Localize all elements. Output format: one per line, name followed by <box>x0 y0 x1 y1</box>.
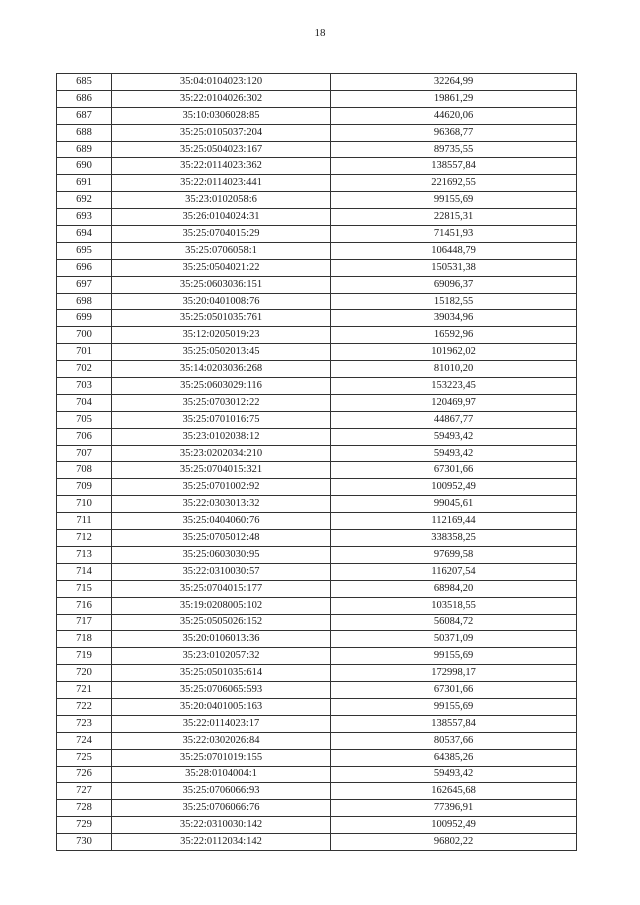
cadastral-value-cell: 64385,26 <box>331 749 577 766</box>
table-row <box>57 276 577 293</box>
row-number-cell: 706 <box>57 428 112 445</box>
cadastral-value-cell: 19861,29 <box>331 90 577 107</box>
cadastral-number-cell: 35:25:0505026:152 <box>112 614 331 631</box>
table-row <box>57 682 577 699</box>
row-number-cell: 711 <box>57 513 112 530</box>
table-row <box>57 597 577 614</box>
table-row <box>57 209 577 226</box>
row-number-cell: 686 <box>57 90 112 107</box>
table-row <box>57 293 577 310</box>
cadastral-number-cell: 35:25:0701019:155 <box>112 749 331 766</box>
cadastral-value-cell: 15182,55 <box>331 293 577 310</box>
cadastral-number-cell: 35:25:0701002:92 <box>112 479 331 496</box>
table-row <box>57 496 577 513</box>
row-number-cell: 724 <box>57 732 112 749</box>
cadastral-number-cell: 35:22:0303013:32 <box>112 496 331 513</box>
cadastral-number-cell: 35:22:0310030:142 <box>112 817 331 834</box>
row-number-cell: 729 <box>57 817 112 834</box>
cadastral-number-cell: 35:25:0404060:76 <box>112 513 331 530</box>
cadastral-number-cell: 35:25:0603036:151 <box>112 276 331 293</box>
table-row <box>57 394 577 411</box>
cadastral-number-cell: 35:25:0701016:75 <box>112 411 331 428</box>
cadastral-value-cell: 338358,25 <box>331 530 577 547</box>
cadastral-value-cell: 97699,58 <box>331 546 577 563</box>
cadastral-number-cell: 35:22:0114023:17 <box>112 715 331 732</box>
cadastral-number-cell: 35:25:0704015:29 <box>112 226 331 243</box>
table-row <box>57 428 577 445</box>
row-number-cell: 705 <box>57 411 112 428</box>
row-number-cell: 703 <box>57 378 112 395</box>
row-number-cell: 725 <box>57 749 112 766</box>
cadastral-number-cell: 35:25:0501035:761 <box>112 310 331 327</box>
row-number-cell: 685 <box>57 74 112 91</box>
cadastral-value-cell: 56084,72 <box>331 614 577 631</box>
table-row <box>57 124 577 141</box>
cadastral-number-cell: 35:12:0205019:23 <box>112 327 331 344</box>
cadastral-value-cell: 138557,84 <box>331 715 577 732</box>
cadastral-value-cell: 32264,99 <box>331 74 577 91</box>
table-row <box>57 74 577 91</box>
cadastral-number-cell: 35:20:0106013:36 <box>112 631 331 648</box>
cadastral-value-cell: 59493,42 <box>331 445 577 462</box>
cadastral-value-cell: 89735,55 <box>331 141 577 158</box>
cadastral-value-cell: 67301,66 <box>331 462 577 479</box>
row-number-cell: 709 <box>57 479 112 496</box>
table-row <box>57 614 577 631</box>
cadastral-value-cell: 103518,55 <box>331 597 577 614</box>
table-row <box>57 546 577 563</box>
row-number-cell: 730 <box>57 834 112 851</box>
table-row <box>57 513 577 530</box>
table-row <box>57 141 577 158</box>
cadastral-number-cell: 35:19:0208005:102 <box>112 597 331 614</box>
cadastral-number-cell: 35:25:0603029:116 <box>112 378 331 395</box>
row-number-cell: 696 <box>57 259 112 276</box>
row-number-cell: 708 <box>57 462 112 479</box>
table-row <box>57 732 577 749</box>
cadastral-number-cell: 35:22:0104026:302 <box>112 90 331 107</box>
cadastral-number-cell: 35:23:0102038:12 <box>112 428 331 445</box>
row-number-cell: 704 <box>57 394 112 411</box>
table-row <box>57 834 577 851</box>
cadastral-number-cell: 35:20:0401005:163 <box>112 698 331 715</box>
row-number-cell: 691 <box>57 175 112 192</box>
cadastral-value-cell: 80537,66 <box>331 732 577 749</box>
table-row <box>57 563 577 580</box>
cadastral-value-cell: 138557,84 <box>331 158 577 175</box>
table-body <box>57 74 577 851</box>
table-row <box>57 800 577 817</box>
cadastral-number-cell: 35:25:0603030:95 <box>112 546 331 563</box>
row-number-cell: 723 <box>57 715 112 732</box>
cadastral-number-cell: 35:20:0401008:76 <box>112 293 331 310</box>
cadastral-value-cell: 99045,61 <box>331 496 577 513</box>
cadastral-value-cell: 59493,42 <box>331 428 577 445</box>
table-row <box>57 580 577 597</box>
table-row <box>57 715 577 732</box>
row-number-cell: 718 <box>57 631 112 648</box>
cadastral-value-cell: 22815,31 <box>331 209 577 226</box>
cadastral-value-cell: 44867,77 <box>331 411 577 428</box>
row-number-cell: 699 <box>57 310 112 327</box>
row-number-cell: 702 <box>57 361 112 378</box>
cadastral-number-cell: 35:25:0703012:22 <box>112 394 331 411</box>
cadastral-number-cell: 35:25:0705012:48 <box>112 530 331 547</box>
cadastral-value-cell: 106448,79 <box>331 242 577 259</box>
cadastral-value-cell: 69096,37 <box>331 276 577 293</box>
cadastral-value-cell: 68984,20 <box>331 580 577 597</box>
cadastral-value-cell: 77396,91 <box>331 800 577 817</box>
cadastral-number-cell: 35:25:0706066:93 <box>112 783 331 800</box>
table-row <box>57 226 577 243</box>
row-number-cell: 712 <box>57 530 112 547</box>
row-number-cell: 707 <box>57 445 112 462</box>
table-row <box>57 479 577 496</box>
table-row <box>57 648 577 665</box>
row-number-cell: 716 <box>57 597 112 614</box>
cadastral-value-cell: 116207,54 <box>331 563 577 580</box>
row-number-cell: 695 <box>57 242 112 259</box>
cadastral-value-cell: 172998,17 <box>331 665 577 682</box>
row-number-cell: 701 <box>57 344 112 361</box>
table-row <box>57 175 577 192</box>
table-row <box>57 817 577 834</box>
cadastral-value-cell: 81010,20 <box>331 361 577 378</box>
cadastral-number-cell: 35:23:0102057:32 <box>112 648 331 665</box>
cadastral-value-cell: 221692,55 <box>331 175 577 192</box>
row-number-cell: 694 <box>57 226 112 243</box>
cadastral-value-cell: 99155,69 <box>331 698 577 715</box>
row-number-cell: 726 <box>57 766 112 783</box>
cadastral-number-cell: 35:22:0112034:142 <box>112 834 331 851</box>
table-row <box>57 192 577 209</box>
row-number-cell: 714 <box>57 563 112 580</box>
table-row <box>57 665 577 682</box>
row-number-cell: 717 <box>57 614 112 631</box>
cadastral-value-cell: 96368,77 <box>331 124 577 141</box>
table-row <box>57 327 577 344</box>
cadastral-number-cell: 35:25:0704015:321 <box>112 462 331 479</box>
table-row <box>57 462 577 479</box>
cadastral-value-cell: 71451,93 <box>331 226 577 243</box>
row-number-cell: 692 <box>57 192 112 209</box>
table-row <box>57 361 577 378</box>
row-number-cell: 727 <box>57 783 112 800</box>
cadastral-number-cell: 35:22:0310030:57 <box>112 563 331 580</box>
cadastral-number-cell: 35:25:0504021:22 <box>112 259 331 276</box>
cadastral-number-cell: 35:14:0203036:268 <box>112 361 331 378</box>
table-row <box>57 310 577 327</box>
table-row <box>57 783 577 800</box>
cadastral-number-cell: 35:26:0104024:31 <box>112 209 331 226</box>
cadastral-value-cell: 16592,96 <box>331 327 577 344</box>
cadastral-number-cell: 35:25:0706066:76 <box>112 800 331 817</box>
row-number-cell: 690 <box>57 158 112 175</box>
row-number-cell: 687 <box>57 107 112 124</box>
row-number-cell: 693 <box>57 209 112 226</box>
cadastral-number-cell: 35:23:0202034:210 <box>112 445 331 462</box>
table-row <box>57 242 577 259</box>
cadastral-value-cell: 153223,45 <box>331 378 577 395</box>
cadastral-number-cell: 35:25:0501035:614 <box>112 665 331 682</box>
row-number-cell: 710 <box>57 496 112 513</box>
table-row <box>57 530 577 547</box>
table-row <box>57 631 577 648</box>
cadastral-number-cell: 35:22:0114023:362 <box>112 158 331 175</box>
cadastral-number-cell: 35:22:0302026:84 <box>112 732 331 749</box>
table-row <box>57 445 577 462</box>
cadastral-value-cell: 50371,09 <box>331 631 577 648</box>
cadastral-value-table <box>56 73 577 851</box>
row-number-cell: 722 <box>57 698 112 715</box>
table-row <box>57 90 577 107</box>
row-number-cell: 719 <box>57 648 112 665</box>
row-number-cell: 720 <box>57 665 112 682</box>
cadastral-value-cell: 59493,42 <box>331 766 577 783</box>
row-number-cell: 689 <box>57 141 112 158</box>
cadastral-number-cell: 35:25:0105037:204 <box>112 124 331 141</box>
table-row <box>57 344 577 361</box>
table-row <box>57 749 577 766</box>
row-number-cell: 728 <box>57 800 112 817</box>
cadastral-number-cell: 35:23:0102058:6 <box>112 192 331 209</box>
cadastral-number-cell: 35:25:0502013:45 <box>112 344 331 361</box>
cadastral-value-cell: 67301,66 <box>331 682 577 699</box>
cadastral-number-cell: 35:10:0306028:85 <box>112 107 331 124</box>
table-row <box>57 158 577 175</box>
cadastral-value-cell: 100952,49 <box>331 817 577 834</box>
cadastral-number-cell: 35:25:0704015:177 <box>112 580 331 597</box>
cadastral-value-cell: 162645,68 <box>331 783 577 800</box>
table-row <box>57 107 577 124</box>
row-number-cell: 688 <box>57 124 112 141</box>
table-row <box>57 766 577 783</box>
cadastral-value-cell: 120469,97 <box>331 394 577 411</box>
table-row <box>57 411 577 428</box>
cadastral-value-cell: 150531,38 <box>331 259 577 276</box>
cadastral-value-cell: 100952,49 <box>331 479 577 496</box>
row-number-cell: 698 <box>57 293 112 310</box>
cadastral-number-cell: 35:25:0706058:1 <box>112 242 331 259</box>
cadastral-value-cell: 99155,69 <box>331 192 577 209</box>
cadastral-number-cell: 35:25:0706065:593 <box>112 682 331 699</box>
cadastral-value-cell: 112169,44 <box>331 513 577 530</box>
cadastral-number-cell: 35:04:0104023:120 <box>112 74 331 91</box>
cadastral-value-cell: 44620,06 <box>331 107 577 124</box>
cadastral-value-cell: 96802,22 <box>331 834 577 851</box>
cadastral-number-cell: 35:28:0104004:1 <box>112 766 331 783</box>
row-number-cell: 715 <box>57 580 112 597</box>
cadastral-number-cell: 35:25:0504023:167 <box>112 141 331 158</box>
row-number-cell: 713 <box>57 546 112 563</box>
cadastral-value-cell: 99155,69 <box>331 648 577 665</box>
row-number-cell: 721 <box>57 682 112 699</box>
cadastral-value-cell: 101962,02 <box>331 344 577 361</box>
table-row <box>57 259 577 276</box>
page-number: 18 <box>314 27 326 39</box>
cadastral-number-cell: 35:22:0114023:441 <box>112 175 331 192</box>
row-number-cell: 697 <box>57 276 112 293</box>
table-row <box>57 698 577 715</box>
row-number-cell: 700 <box>57 327 112 344</box>
table-row <box>57 378 577 395</box>
cadastral-value-cell: 39034,96 <box>331 310 577 327</box>
